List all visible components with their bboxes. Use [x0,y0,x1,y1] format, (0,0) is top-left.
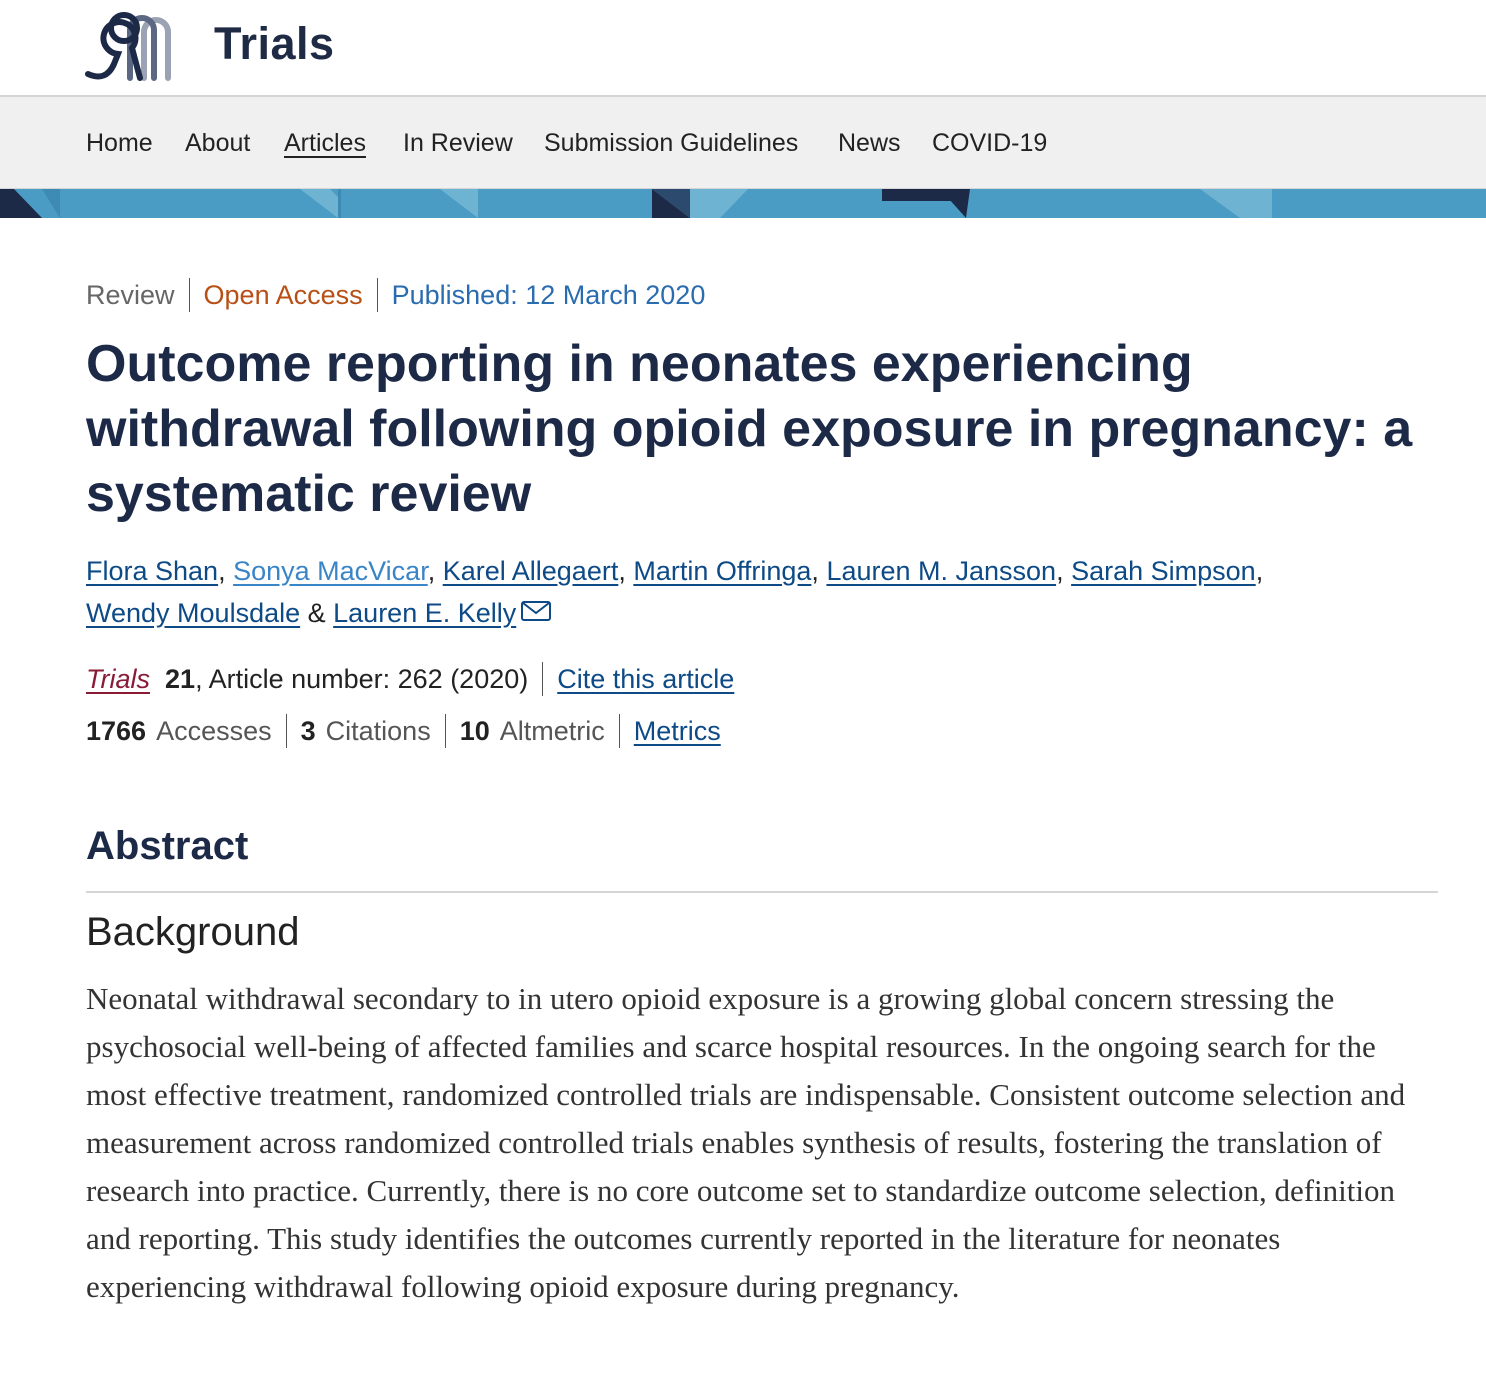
author-list [86,550,1426,634]
decorative-banner [0,189,1486,218]
author-link[interactable]: Lauren E. Kelly [333,598,517,628]
background-paragraph: Neonatal withdrawal secondary to in utero opioid exposure is a growing global concern stressing the psychosocial well-being of affected families and scarce hospital resources. In the ongoing search for the most effective treatment, randomized controlled trials are indispensable. Consistent outcome selection and measurement across randomized controlled trials enables synthesis of results, fostering the translation of research into practice. Currently, there is no core outcome set to standardize outcome selection, definition and reporting. This study identifies the outcomes currently reported in the literature for neonates experiencing withdrawal following opioid exposure during pregnancy. [86,981,1406,1304]
abstract-heading: Abstract [86,824,249,868]
background-heading: Background [86,910,300,954]
volume-number: 21 [165,664,196,694]
author-link[interactable]: Flora Shan [86,556,219,586]
site-header [0,0,1486,97]
divider [619,714,620,748]
divider [542,662,543,696]
altmetric-score: 10 [459,716,490,746]
cite-article-link[interactable]: Cite this article [557,664,735,694]
author-link[interactable]: Lauren M. Jansson [826,556,1057,586]
article-type: Review [86,280,175,310]
envelope-icon[interactable] [520,599,552,623]
divider [377,278,378,312]
citations-label: Citations [325,716,431,746]
nav-submission-guidelines[interactable]: Submission Guidelines [544,129,799,157]
nav-covid-19[interactable]: COVID-19 [932,129,1048,157]
author-separator: , [1056,556,1072,586]
divider [189,278,190,312]
nav-news[interactable]: News [838,129,901,157]
accesses-label: Accesses [156,716,272,746]
author-separator: , [218,556,234,586]
author-link[interactable]: Sonya MacVicar [233,556,428,586]
altmetric-label: Altmetric [499,716,605,746]
author-separator: , [618,556,634,586]
open-access-badge: Open Access [203,280,363,310]
nav-articles[interactable]: Articles [284,129,366,157]
author-link[interactable]: Wendy Moulsdale [86,598,301,628]
author-separator: , [427,556,443,586]
published-date: Published: 12 March 2020 [391,280,706,310]
article-meta [86,278,705,312]
citation-line [86,662,734,696]
article-number: , Article number: 262 (2020) [195,664,529,694]
author-link[interactable]: Martin Offringa [633,556,812,586]
bmc-people-logo-icon[interactable] [84,6,188,82]
journal-link[interactable]: Trials [86,664,150,694]
citations-count: 3 [300,716,316,746]
main-nav [0,97,1486,189]
nav-in-review[interactable]: In Review [403,129,513,157]
divider [286,714,287,748]
divider [445,714,446,748]
nav-about[interactable]: About [185,129,251,157]
metrics-link[interactable]: Metrics [633,716,721,746]
article-title: Outcome reporting in neonates experiencing withdrawal following opioid exposure in pregnancy: a systematic review [86,335,1413,523]
author-separator: , [811,556,827,586]
section-divider [86,891,1438,893]
author-link[interactable]: Karel Allegaert [442,556,619,586]
accesses-count: 1766 [86,716,147,746]
nav-home[interactable]: Home [86,129,153,157]
author-separator: , [1255,556,1264,586]
author-separator-and: & [300,598,334,628]
brand-name[interactable]: Trials [214,18,335,69]
author-link[interactable]: Sarah Simpson [1071,556,1256,586]
metrics-bar [86,714,721,748]
